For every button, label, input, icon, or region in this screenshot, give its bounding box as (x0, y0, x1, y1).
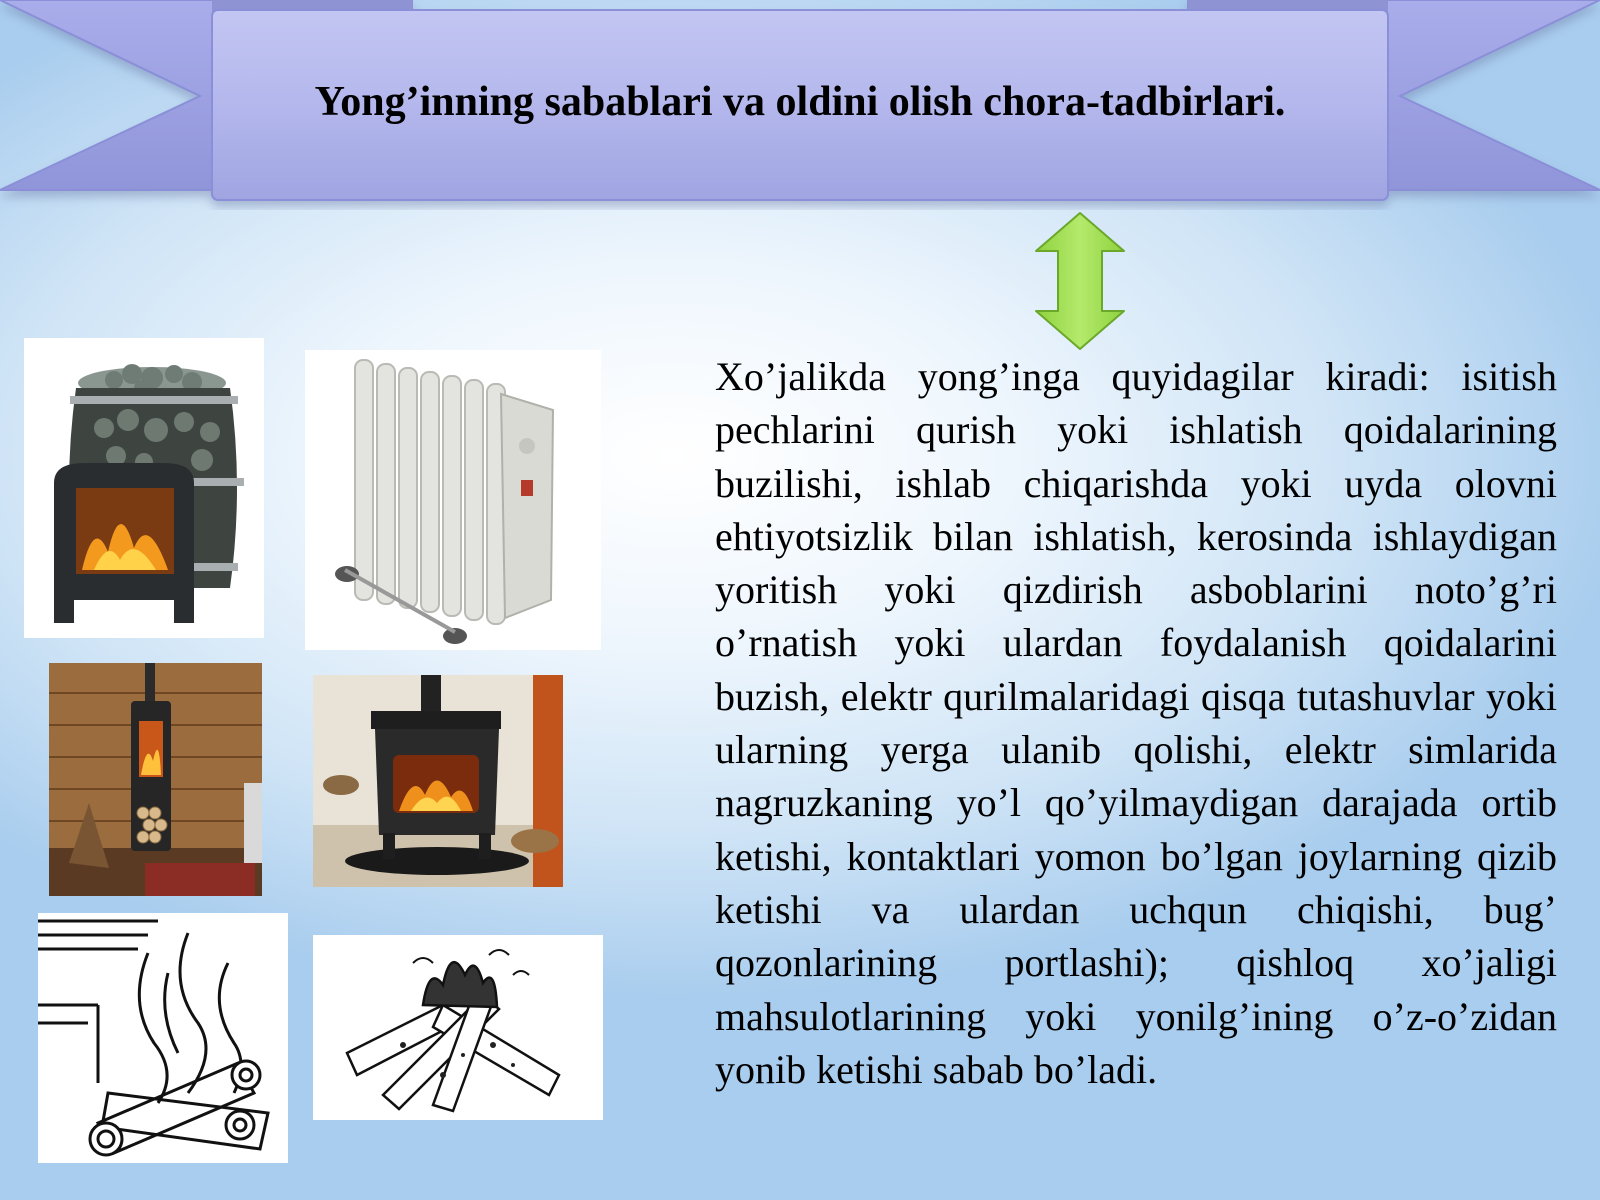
cast-iron-stove-image (313, 675, 563, 887)
slide-title: Yong’inning sabablari va oldini olish chora-tadbirlari. (314, 79, 1286, 125)
bonfire-sketch-image (313, 935, 603, 1120)
sauna-stove-image (24, 338, 264, 638)
campfire-drawing-image (38, 913, 288, 1163)
slide-body-text: Xo’jalikda yong’inga quyidagilar kiradi: isitish pechlarini qurish yoki ishlatish qoidalarining buzilishi, ishlab chiqarishda yoki uyda olovni ehtiyotsizlik bilan ishlatish, kerosinda ishlaydigan yoritish yoki qizdirish asboblarini noto’g’ri o’rnatish yoki ulardan foydalanish qoidalarini buzish, elektr qurilmalaridagi qisqa tutashuvlar yoki ularning yerga ulanib qolishi, elektr simlarida nagruzkaning yo’l qo’yilmaydigan darajada ortib ketishi, kontaktlari yomon bo’lgan joylarning qizib ketishi va ulardan uchqun chiqishi, bug’ qozonlarining portlashi); qishloq xo’jaligi mahsulotlarining yoki yonilg’ining o’z-o’zidan yonib ketishi sabab bo’ladi. (715, 354, 1557, 1092)
double-arrow-vertical-icon (1034, 211, 1126, 351)
wood-stove-room-image (49, 663, 262, 896)
oil-radiator-image (305, 350, 601, 650)
